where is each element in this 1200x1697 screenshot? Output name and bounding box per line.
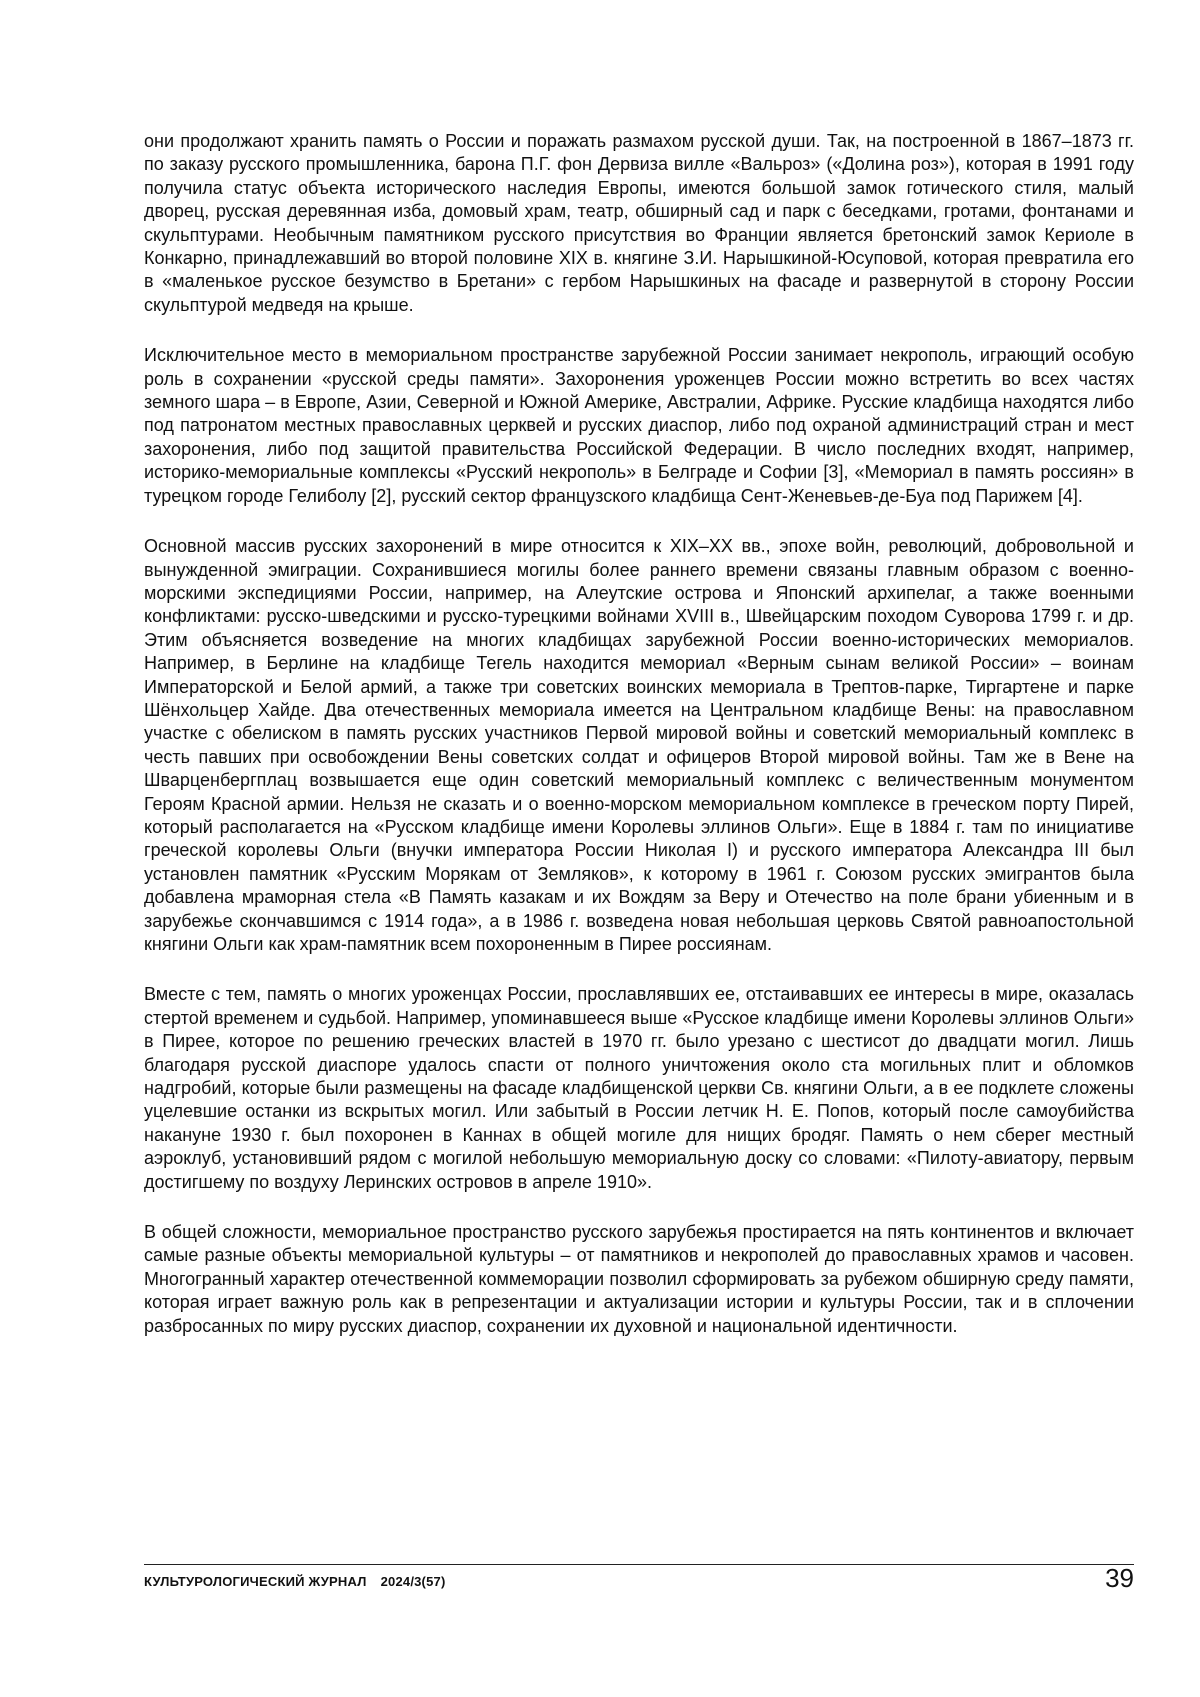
paragraph-5: В общей сложности, мемориальное пространство русского зарубежья простирается на пять континентов и включает самые разные объекты мемориальной культуры – от памятников и некрополей до православных храмов и часовен. Многогранный характер отечественной коммеморации позволил сформировать за рубежом обширную среду памяти, которая играет важную роль как в репрезентации и актуализации истории и культуры России, так и в сплочении разбросанных по миру русских диаспор, сохранении их духовной и национальной идентичности. <box>144 1222 1134 1336</box>
paragraph-1: они продолжают хранить память о России и поражать размахом русской души. Так, на построенной в 1867–1873 гг. по заказу русского промышленника, барона П.Г. фон Дервиза вилле «Вальроз» («Долина роз»), которая в 1991 году получила статус объекта исторического наследия Европы, имеются большой замок готического стиля, малый дворец, русская деревянная изба, домовый храм, театр, обширный сад и парк с беседками, гротами, фонтанами и скульптурами. Необычным памятником русского присутствия во Франции является бретонский замок Кериоле в Конкарно, принадлежавший во второй половине XIX в. княгине З.И. Нарышкиной-Юсуповой, которая превратила его в «маленькое русское безумство в Бретани» с гербом Нарышкиных на фасаде и развернутой в сторону России скульптурой медведя на крыше. <box>144 131 1134 315</box>
paragraph-3: Основной массив русских захоронений в мире относится к XIX–XX вв., эпохе войн, революций, добровольной и вынужденной эмиграции. Сохранившиеся могилы более раннего времени связаны главным образом с военно-морскими экспедициями России, например, на Алеутские острова и Японский архипелаг, а также военными конфликтами: русско-шведскими и русско-турецкими войнами XVIII в., Швейцарским походом Суворова 1799 г. и др. Этим объясняется возведение на многих кладбищах зарубежной России военно-исторических мемориалов. Например, в Берлине на кладбище Тегель находится мемориал «Верным сынам великой России» – воинам Императорской и Белой армий, а также три советских воинских мемориала в Трептов-парке, Тиргартене и парке Шёнхольцер Хайде. Два отечественных мемориала имеется на Центральном кладбище Вены: на православном участке с обелиском в память русских участников Первой мировой войны и советский мемориальный комплекс в честь павших при освобождении Вены советских солдат и офицеров Второй мировой войны. Там же в Вене на Шварценбергплац возвышается еще один советский мемориальный комплекс с величественным монументом Героям Красной армии. Нельзя не сказать и о военно-морском мемориальном комплексе в греческом порту Пирей, который располагается на «Русском кладбище имени Королевы эллинов Ольги». Еще в 1884 г. там по инициативе греческой королевы Ольги (внучки императора России Николая I) и русского императора Александра III был установлен памятник «Русским Морякам от Земляков», к которому в 1961 г. Союзом русских эмигрантов была добавлена мраморная стела «В Память казакам и их Вождям за Веру и Отечество на поле брани убиенным и в зарубежье скончавшимся с 1914 года», а в 1986 г. возведена новая небольшая церковь Святой равноапостольной княгини Ольги как храм-памятник всем похороненным в Пирее россиянам. <box>144 536 1134 954</box>
footer-journal-info <box>144 1574 445 1589</box>
paragraph-2: Исключительное место в мемориальном пространстве зарубежной России занимает некрополь, играющий особую роль в сохранении «русской среды памяти». Захоронения уроженцев России можно встретить во всех частях земного шара – в Европе, Азии, Северной и Южной Америке, Австралии, Африке. Русские кладбища находятся либо под патронатом местных православных церквей и русских диаспор, либо под охраной администраций стран и мест захоронения, либо под защитой правительства Российской Федерации. В число последних входят, например, историко-мемориальные комплексы «Русский некрополь» в Белграде и Софии [3], «Мемориал в память россиян» в турецком городе Гелиболу [2], русский сектор французского кладбища Сент-Женевьев-де-Буа под Парижем [4]. <box>144 345 1134 506</box>
journal-issue: 2024/3(57) <box>380 1574 446 1589</box>
paragraph-4: Вместе с тем, память о многих уроженцах России, прославлявших ее, отстаивавших ее интересы в мире, оказалась стертой временем и судьбой. Например, упоминавшееся выше «Русское кладбище имени Королевы эллинов Ольги» в Пирее, которое по решению греческих властей в 1970 гг. было урезано с шестисот до двадцати могил. Лишь благодаря русской диаспоре удалось спасти от полного уничтожения около ста могильных плит и обломков надгробий, которые были размещены на фасаде кладбищенской церкви Св. княгини Ольги, а в ее подклете сложены уцелевшие останки из вскрытых могил. Или забытый в России летчик Н. Е. Попов, который после самоубийства накануне 1930 г. был похоронен в Каннах в общей могиле для нищих бродяг. Память о нем сберег местный аэроклуб, установивший рядом с могилой небольшую мемориальную доску со словами: «Пилоту-авиатору, первым достигшему по воздуху Леринских островов в апреле 1910». <box>144 984 1134 1192</box>
page-number: 39 <box>1105 1563 1134 1593</box>
article-body <box>144 130 1134 1365</box>
journal-title: КУЛЬТУРОЛОГИЧЕСКИЙ ЖУРНАЛ <box>144 1574 367 1589</box>
footer-divider <box>144 1564 1134 1565</box>
